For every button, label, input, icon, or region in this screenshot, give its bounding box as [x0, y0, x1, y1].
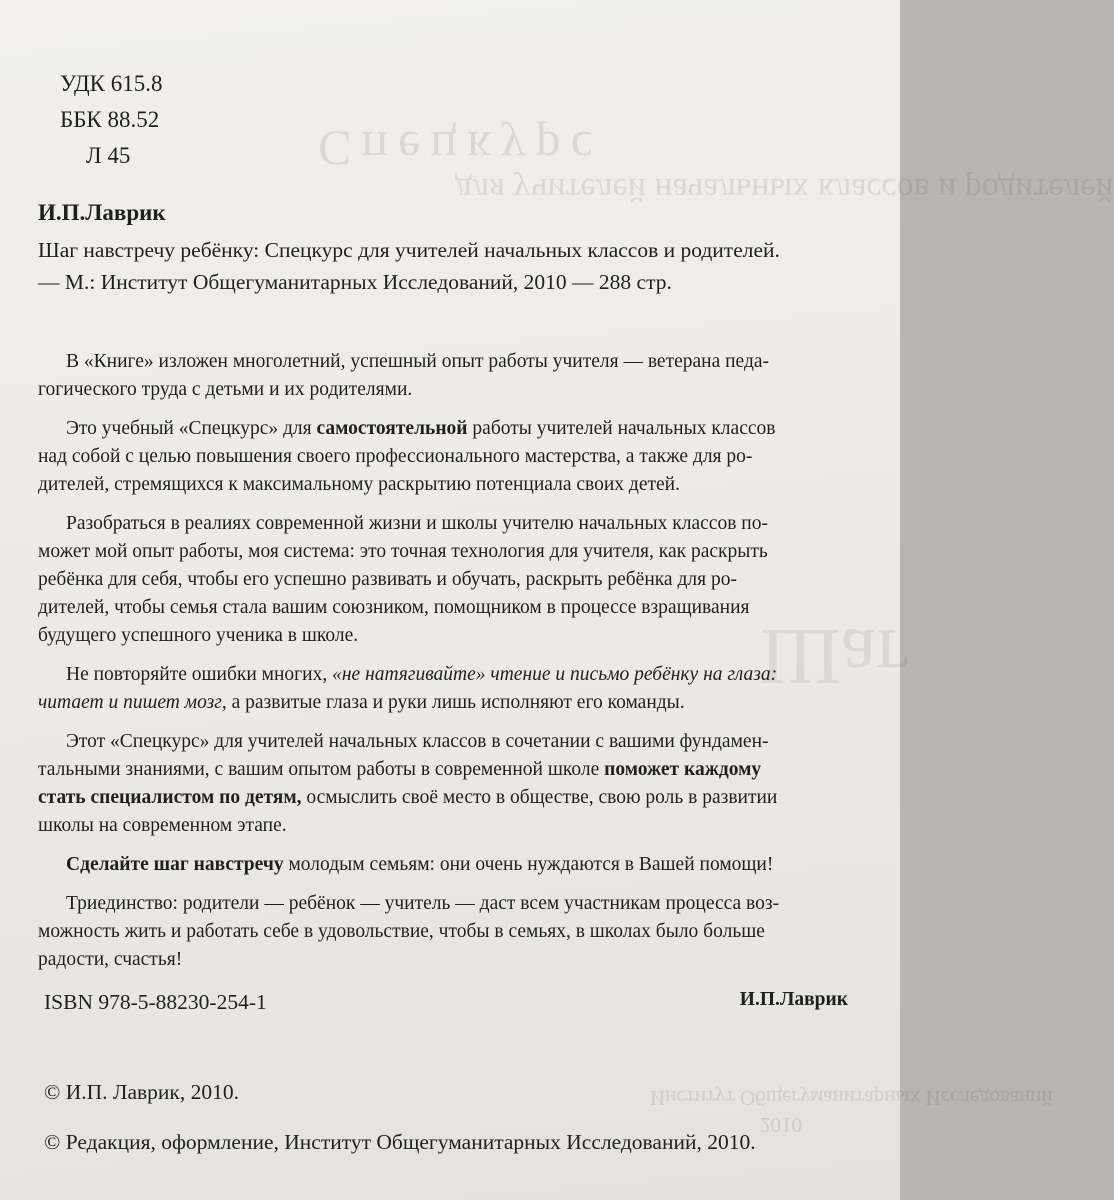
text-line: [38, 756, 848, 784]
text-line: Триединство: родители — ребёнок — учитель — даст всем участникам процесса воз-: [66, 893, 780, 914]
emphasis-bold: поможет каждому: [604, 759, 762, 780]
udk-code: УДК 615.8: [60, 71, 163, 96]
text-run: осмыслить своё место в обществе, свою роль в развитии: [301, 787, 778, 808]
isbn: ISBN 978-5-88230-254-1: [44, 990, 267, 1014]
paragraph-2: [38, 415, 848, 499]
text-line: может мой опыт работы, моя система: это точная технология для учителя, как раскрыть: [38, 541, 768, 562]
paragraph-3: [38, 510, 848, 650]
paragraph-1: [38, 348, 848, 404]
show-through-year: 2010: [760, 1113, 802, 1137]
author-name: И.П.Лаврик: [38, 200, 166, 225]
text-line: дителей, чтобы семья стала вашим союзником, помощником в процессе взращивания: [38, 597, 750, 618]
text-line: [66, 851, 848, 879]
text-line: [38, 689, 848, 717]
emphasis-italic: «не натягивайте» чтение и письмо ребёнку на глаза:: [332, 664, 778, 685]
text-line: В «Книге» изложен многолетний, успешный опыт работы учителя — ветерана педа-: [66, 351, 770, 372]
text-run: молодым семьям: они очень нуждаются в Вашей помощи!: [283, 854, 774, 875]
text-run: Это учебный «Спецкурс» для: [66, 418, 317, 439]
copyright-publisher: © Редакция, оформление, Институт Общегуманитарных Исследований, 2010.: [44, 1130, 756, 1154]
signature: И.П.Лаврик: [739, 989, 848, 1010]
biblio-line-1: Шаг навстречу ребёнку: Спецкурс для учителей начальных классов и родителей.: [38, 238, 780, 262]
text-run: работы учителей начальных классов: [467, 418, 776, 439]
text-line: будущего успешного ученика в школе.: [38, 625, 359, 646]
emphasis-bold: самостоятельной: [316, 418, 468, 439]
text-line: дителей, стремящихся к максимальному раскрытию потенциала своих детей.: [38, 474, 680, 495]
bibliographic-record: [38, 234, 878, 298]
paragraph-5: [38, 728, 848, 840]
annotation-text: [38, 348, 848, 1014]
biblio-line-2: — М.: Институт Общегуманитарных Исследований, 2010 — 288 стр.: [38, 270, 672, 294]
text-line: Этот «Спецкурс» для учителей начальных классов в сочетании с вашими фундамен-: [66, 731, 769, 752]
text-line: [66, 661, 848, 689]
classification-codes: [60, 66, 163, 174]
show-through-title: Спецкурс: [318, 121, 603, 177]
text-line: [66, 415, 848, 443]
text-line: над собой с целью повышения своего профессионального мастерства, а также для ро-: [38, 446, 753, 467]
paragraph-6: [66, 851, 848, 879]
text-line: Разобраться в реалиях современной жизни и школы учителю начальных классов по-: [66, 513, 768, 534]
paragraph-4: [38, 661, 848, 717]
text-line: гогического труда с детьми и их родителями.: [38, 379, 413, 400]
bbk-code: ББК 88.52: [60, 107, 160, 132]
text-line: радости, счастья!: [38, 949, 183, 970]
text-run: тальными знаниями, с вашим опытом работы в современной школе: [38, 759, 605, 780]
text-run: Не повторяйте ошибки многих,: [66, 664, 333, 685]
show-through-large: Шаг: [760, 612, 910, 700]
show-through-publisher: Институт Общегуманитарных Исследований: [650, 1086, 1053, 1110]
emphasis-bold: стать специалистом по детям,: [38, 787, 302, 808]
text-line: школы на современном этапе.: [38, 815, 287, 836]
emphasis-italic: читает и пишет мозг: [38, 692, 222, 713]
emphasis-bold: Сделайте шаг навстречу: [66, 854, 284, 875]
text-line: ребёнка для себя, чтобы его успешно развивать и обучать, раскрыть ребёнка для ро-: [38, 569, 737, 590]
paragraph-7: [38, 890, 848, 974]
text-run: , а развитые глаза и руки лишь исполняют его команды.: [221, 692, 685, 713]
copyright-author: © И.П. Лаврик, 2010.: [44, 1080, 239, 1104]
text-line: можность жить и работать себе в удовольствие, чтобы в семьях, в школах было больше: [38, 921, 765, 942]
author-sign-code: Л 45: [86, 143, 131, 168]
text-line: [38, 784, 848, 812]
show-through-subtitle: для учителей начальных классов и родителей: [455, 171, 1114, 208]
